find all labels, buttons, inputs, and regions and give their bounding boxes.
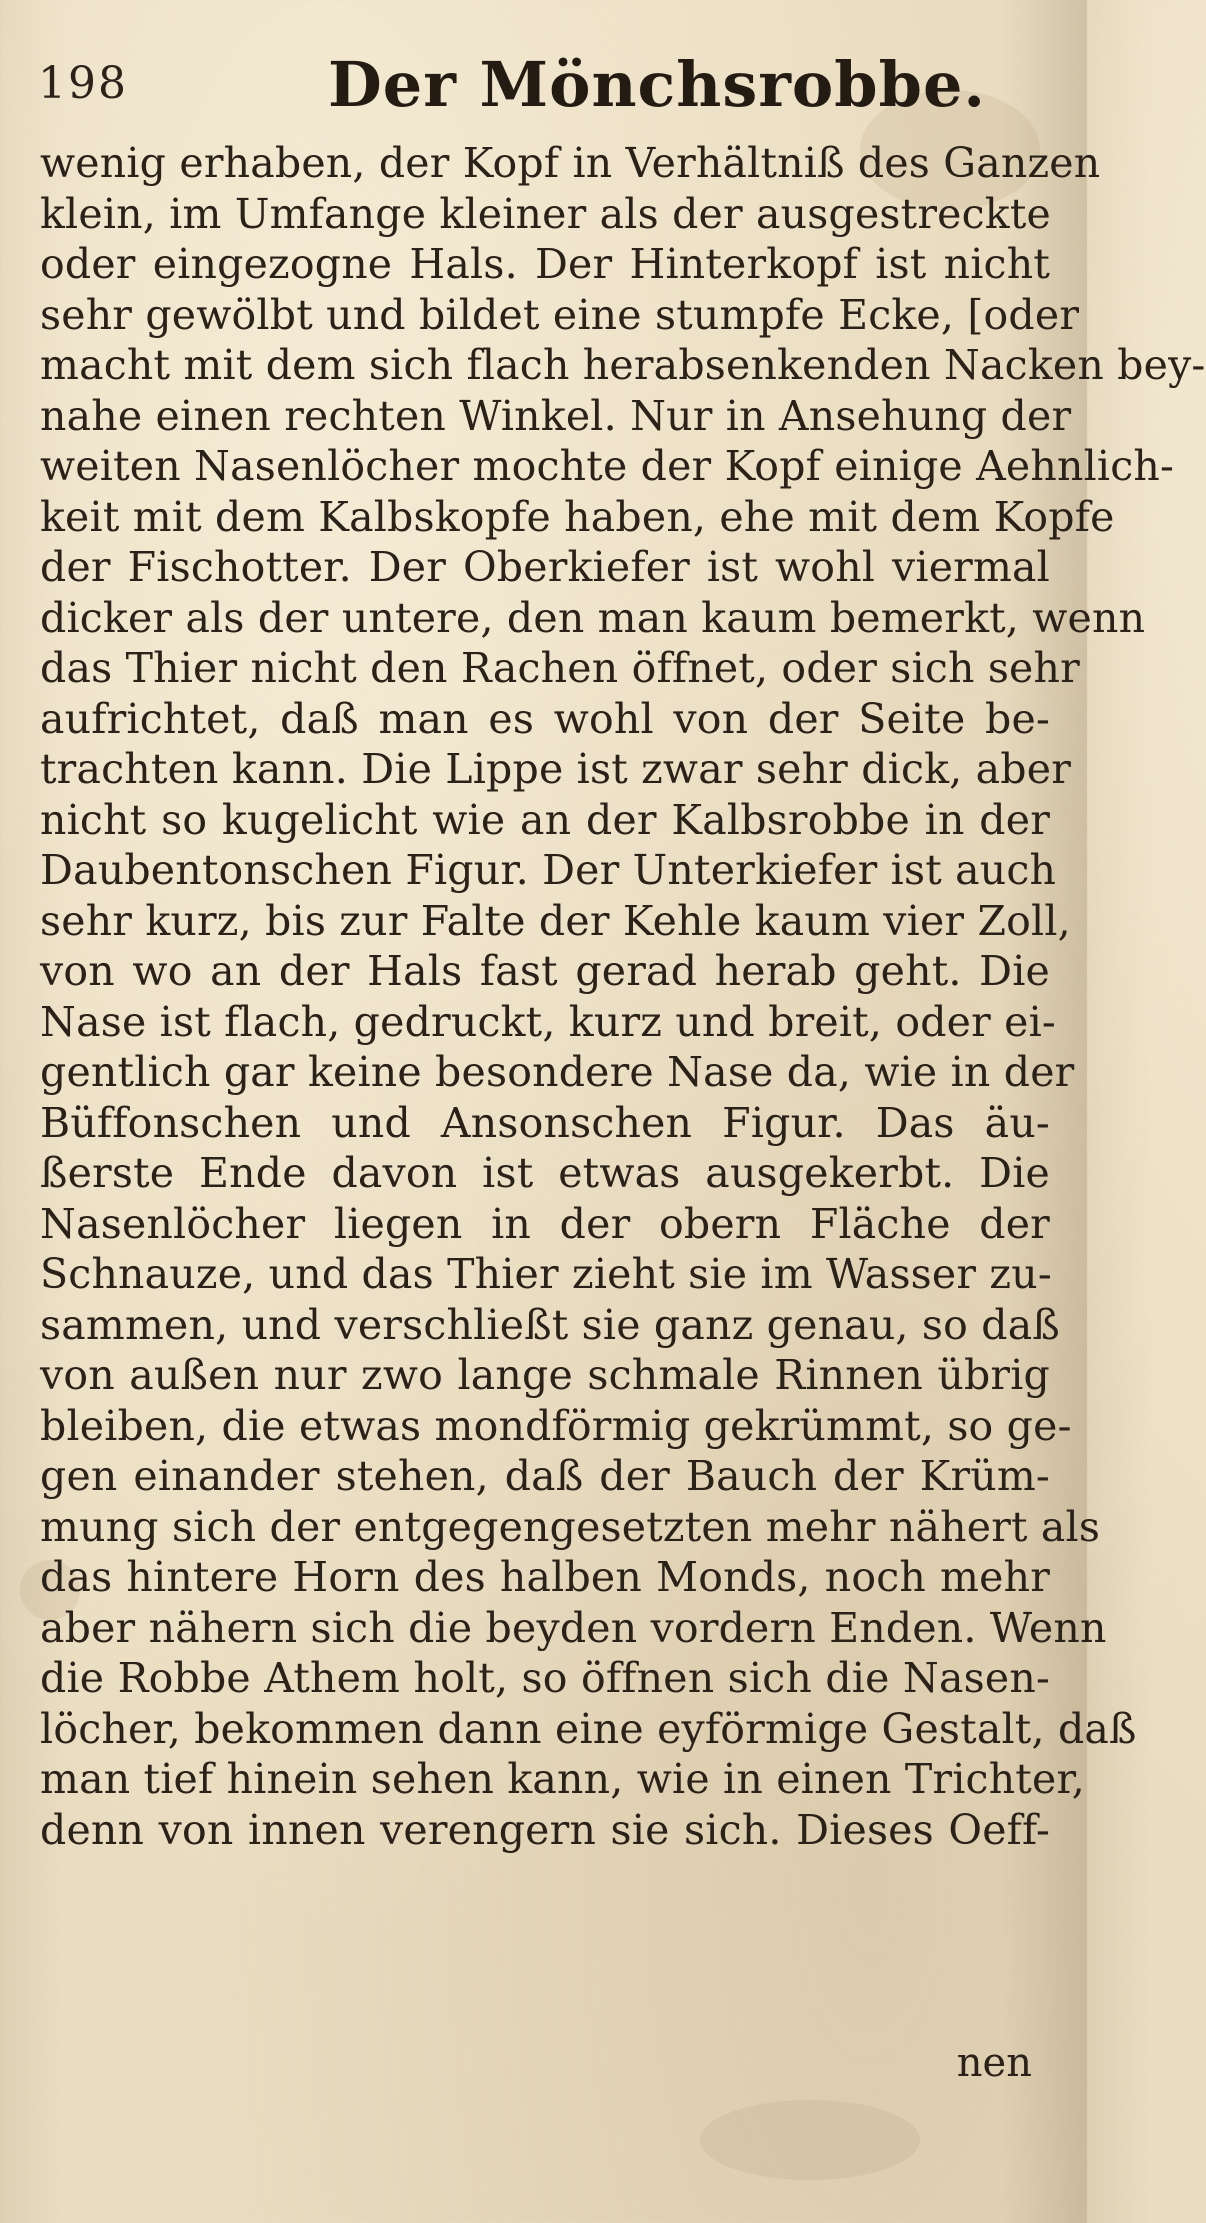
text-line: sehr kurz, bis zur Falte der Kehle kaum vier Zoll, <box>40 896 1071 945</box>
text-line: die Robbe Athem holt, so öffnen sich die Nasen- <box>40 1654 1050 1702</box>
text-line: Schnauze, und das Thier zieht sie im Wasser zu- <box>40 1250 1052 1298</box>
text-line: sehr gewölbt und bildet eine stumpfe Ecke, [oder <box>40 290 1080 339</box>
page-number: 198 <box>38 58 128 109</box>
text-line: mung sich der entgegengesetzten mehr nähert als <box>40 1502 1101 1551</box>
text-line: ßerste Ende davon ist etwas ausgekerbt. Die <box>40 1149 1050 1197</box>
text-line: macht mit dem sich flach herabsenkenden Nacken bey- <box>40 341 1206 389</box>
text-line: das hintere Horn des halben Monds, noch mehr <box>40 1553 1050 1601</box>
text-line: gentlich gar keine besondere Nase da, wie in der <box>40 1048 1075 1096</box>
text-line: Nase ist flach, gedruckt, kurz und breit, oder ei- <box>40 997 1056 1046</box>
text-line: klein, im Umfange kleiner als der ausgestreckte <box>40 189 1051 238</box>
text-line: man tief hinein sehen kann, wie in einen Trichter, <box>40 1755 1085 1803</box>
text-line: aufrichtet, daß man es wohl von der Seite be- <box>40 694 1050 743</box>
text-line: weiten Nasenlöcher mochte der Kopf einige Aehnlich- <box>40 442 1175 490</box>
text-line: der Fischotter. Der Oberkiefer ist wohl viermal <box>40 543 1050 591</box>
text-line: Nasenlöcher liegen in der obern Fläche der <box>40 1199 1050 1248</box>
text-line: von wo an der Hals fast gerad herab geht. Die <box>40 947 1050 995</box>
text-line: denn von innen verengern sie sich. Dieses Oeff- <box>40 1805 1050 1854</box>
text-line: trachten kann. Die Lippe ist zwar sehr dick, aber <box>40 745 1071 793</box>
text-line: wenig erhaben, der Kopf in Verhältniß des Ganzen <box>40 139 1101 187</box>
text-line: löcher, bekommen dann eine eyförmige Gestalt, daß <box>40 1704 1137 1753</box>
page-header <box>38 38 1048 128</box>
running-title: Der Mönchsrobbe. <box>328 48 987 121</box>
catchword: nen <box>956 2040 1032 2086</box>
text-line: Büffonschen und Ansonschen Figur. Das äu- <box>40 1098 1050 1147</box>
text-line: sammen, und verschließt sie ganz genau, so daß <box>40 1300 1060 1349</box>
paper-stain <box>700 2100 920 2180</box>
text-line: gen einander stehen, daß der Bauch der Krüm- <box>40 1452 1050 1500</box>
text-line: aber nähern sich die beyden vordern Enden. Wenn <box>40 1603 1107 1652</box>
text-line: von außen nur zwo lange schmale Rinnen übrig <box>40 1351 1050 1399</box>
text-line: keit mit dem Kalbskopfe haben, ehe mit dem Kopfe <box>40 492 1115 541</box>
text-line: oder eingezogne Hals. Der Hinterkopf ist nicht <box>40 240 1050 288</box>
text-line: nahe einen rechten Winkel. Nur in Ansehung der <box>40 391 1072 440</box>
text-line: nicht so kugelicht wie an der Kalbsrobbe in der <box>40 795 1050 844</box>
body-text <box>40 138 1206 1855</box>
text-line: Daubentonschen Figur. Der Unterkiefer ist auch <box>40 846 1057 894</box>
text-line: das Thier nicht den Rachen öffnet, oder sich sehr <box>40 644 1080 692</box>
text-line: dicker als der untere, den man kaum bemerkt, wenn <box>40 593 1146 642</box>
text-line: bleiben, die etwas mondförmig gekrümmt, so ge- <box>40 1401 1072 1450</box>
